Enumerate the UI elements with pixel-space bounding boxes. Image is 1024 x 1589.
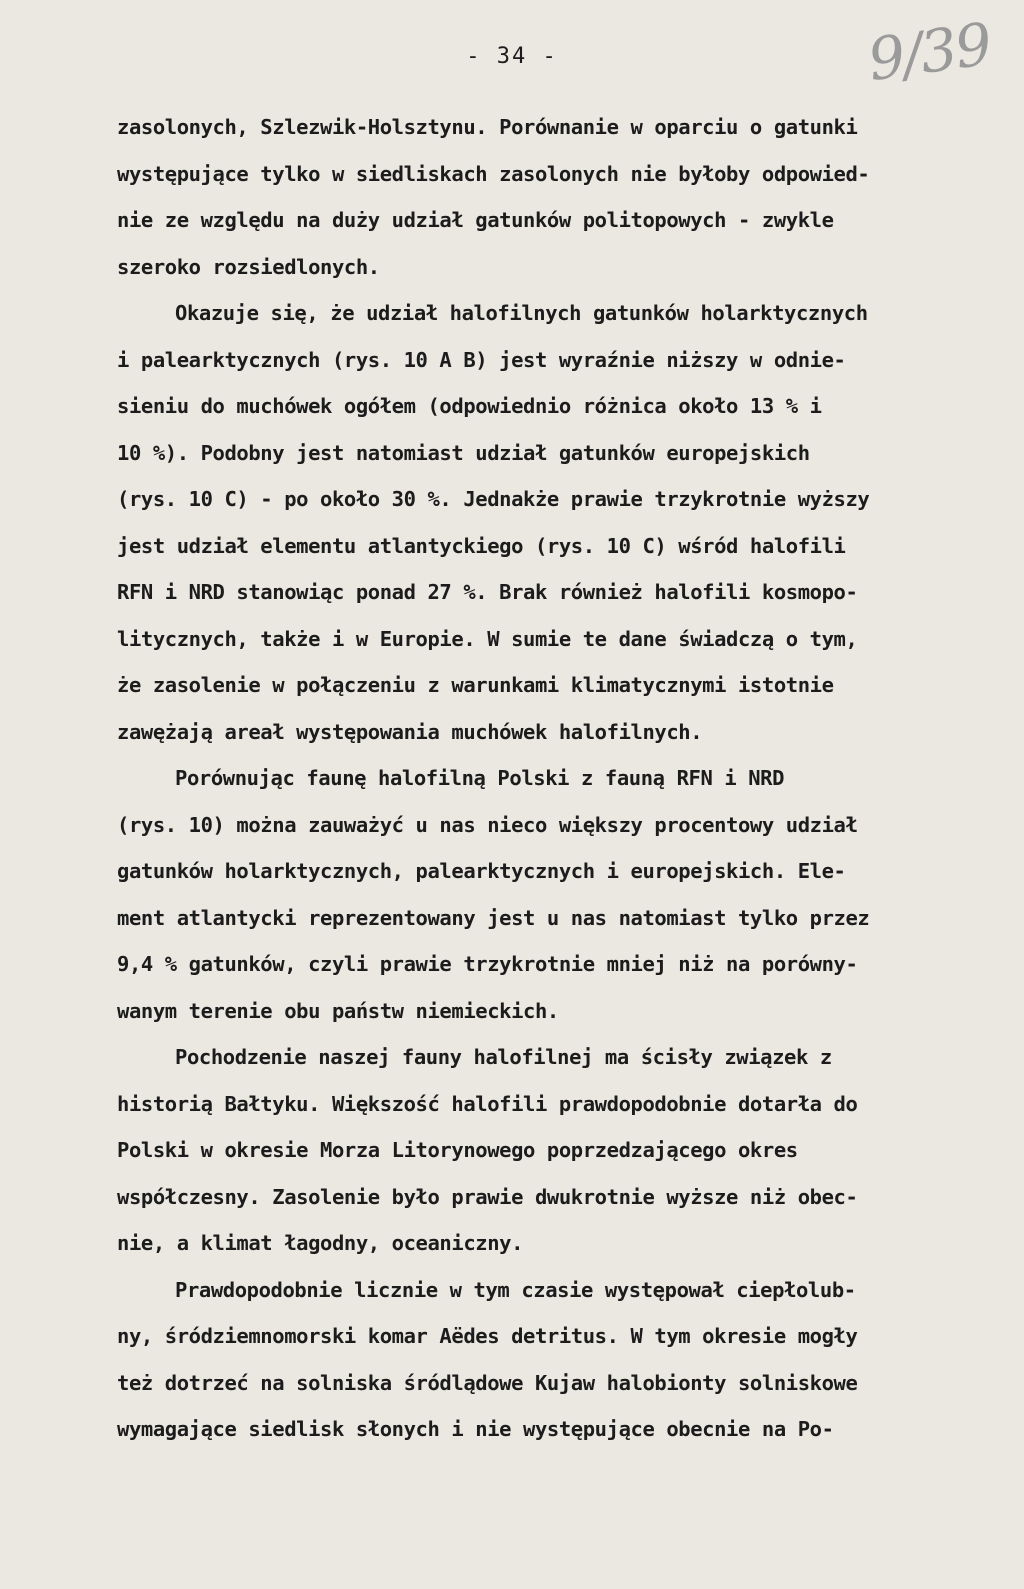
text-line: litycznych, także i w Europie. W sumie te dane świadczą o tym, xyxy=(117,627,858,651)
text-line: RFN i NRD stanowiąc ponad 27 %. Brak również halofili kosmopo- xyxy=(117,580,858,604)
text-line: wanym terenie obu państw niemieckich. xyxy=(117,999,559,1023)
text-line: nie ze względu na duży udział gatunków politopowych - zwykle xyxy=(117,208,834,232)
text-line: gatunków holarktycznych, palearktycznych i europejskich. Ele- xyxy=(117,859,846,883)
text-line: historią Bałtyku. Większość halofili prawdopodobnie dotarła do xyxy=(117,1092,858,1116)
text-line: szeroko rozsiedlonych. xyxy=(117,255,380,279)
text-line: Pochodzenie naszej fauny halofilnej ma ścisły związek z xyxy=(175,1045,832,1069)
text-line: i palearktycznych (rys. 10 A B) jest wyraźnie niższy w odnie- xyxy=(117,348,846,372)
text-line: wymagające siedlisk słonych i nie występujące obecnie na Po- xyxy=(117,1417,834,1441)
text-line: Prawdopodobnie licznie w tym czasie występował ciepłolub- xyxy=(175,1278,856,1302)
text-line: ment atlantycki reprezentowany jest u nas natomiast tylko przez xyxy=(117,906,870,930)
text-line: (rys. 10) można zauważyć u nas nieco większy procentowy udział xyxy=(117,813,858,837)
text-line: jest udział elementu atlantyckiego (rys. 10 C) wśród halofili xyxy=(117,534,846,558)
text-line: współczesny. Zasolenie było prawie dwukrotnie wyższe niż obec- xyxy=(117,1185,858,1209)
text-line: zasolonych, Szlezwik-Holsztynu. Porównanie w oparciu o gatunki xyxy=(117,115,858,139)
text-line: Okazuje się, że udział halofilnych gatunków holarktycznych xyxy=(175,301,868,325)
text-line: Polski w okresie Morza Litorynowego poprzedzającego okres xyxy=(117,1138,798,1162)
text-line: sieniu do muchówek ogółem (odpowiednio różnica około 13 % i xyxy=(117,394,822,418)
text-line: Porównując faunę halofilną Polski z fauną RFN i NRD xyxy=(175,766,785,790)
handwritten-folio-mark: 9/39 xyxy=(863,9,995,95)
text-line: (rys. 10 C) - po około 30 %. Jednakże prawie trzykrotnie wyższy xyxy=(117,487,870,511)
text-line: 9,4 % gatunków, czyli prawie trzykrotnie mniej niż na porówny- xyxy=(117,952,858,976)
text-line: że zasolenie w połączeniu z warunkami klimatycznymi istotnie xyxy=(117,673,834,697)
page-number: - 34 - xyxy=(466,44,558,69)
text-line: zawężają areał występowania muchówek halofilnych. xyxy=(117,720,703,744)
text-line: nie, a klimat łagodny, oceaniczny. xyxy=(117,1231,524,1255)
text-line: występujące tylko w siedliskach zasolonych nie byłoby odpowied- xyxy=(117,162,870,186)
text-line: ny, śródziemnomorski komar Aëdes detritus. W tym okresie mogły xyxy=(117,1324,858,1348)
text-line: też dotrzeć na solniska śródlądowe Kujaw halobionty solniskowe xyxy=(117,1371,858,1395)
text-line: 10 %). Podobny jest natomiast udział gatunków europejskich xyxy=(117,441,810,465)
